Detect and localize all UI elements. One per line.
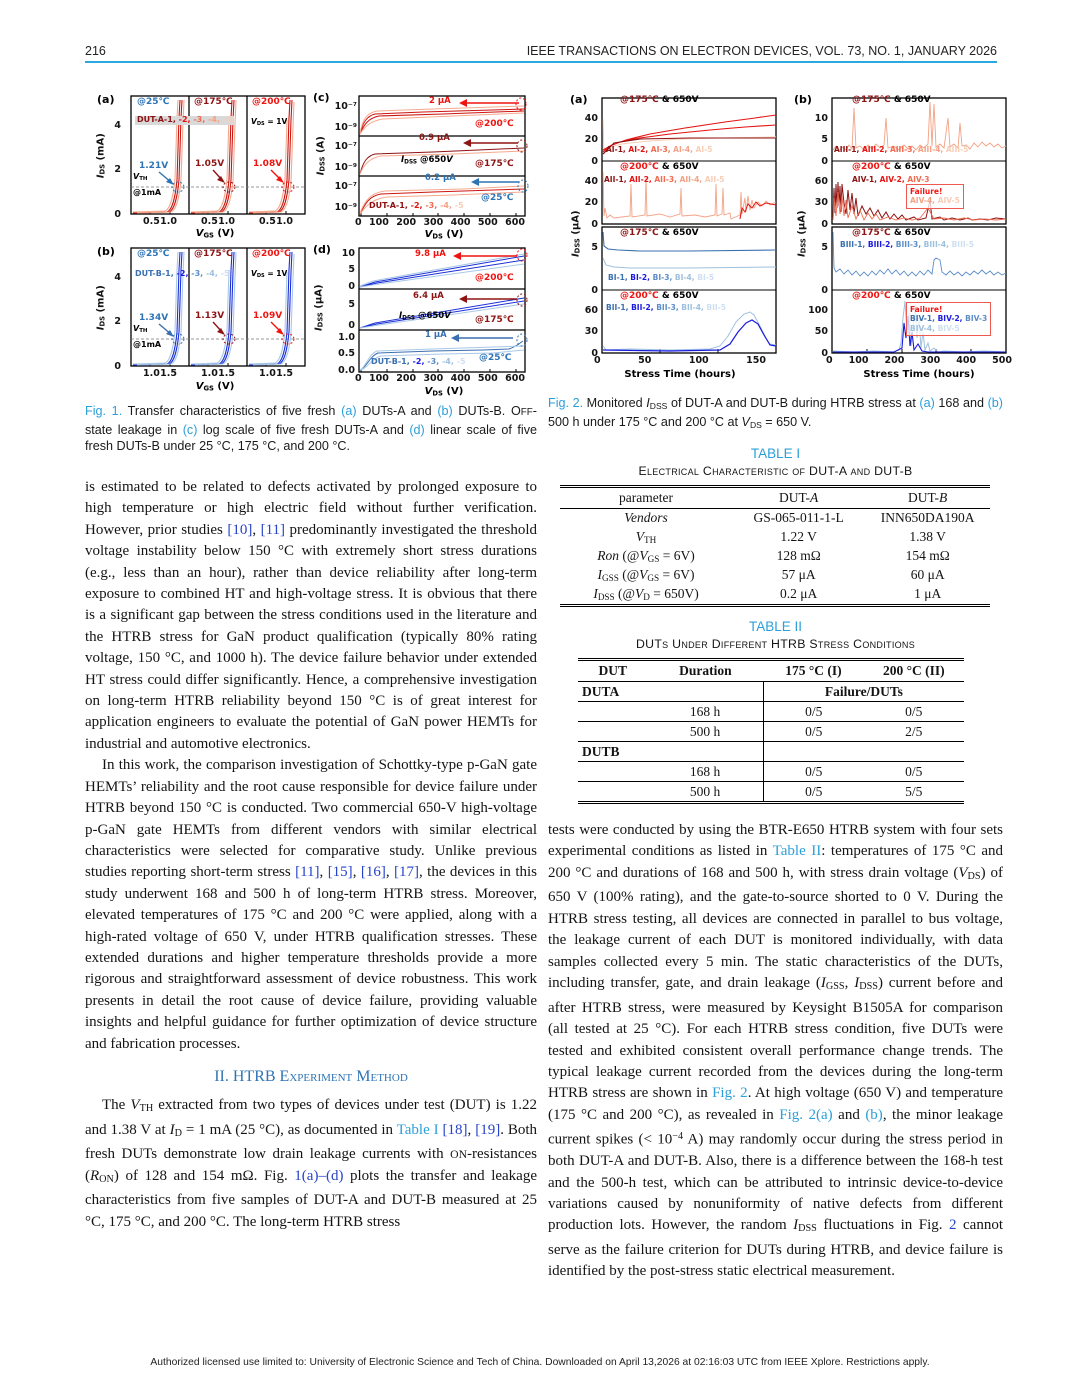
- cell-parameter: $I_{DSS}$ $(@V_D = 650V)$: [593, 586, 699, 603]
- x-ticks: 0 100 200 300 400 500: [826, 355, 1012, 366]
- table2-title: DUTs Under Different HTRB Stress Conditions: [635, 637, 916, 651]
- condition-label: @175℃ & 650V: [852, 228, 931, 238]
- curve: [603, 258, 776, 268]
- x-ticks: 0 100 200 300 400 500 600: [355, 217, 525, 228]
- cell-parameter: Vendors: [624, 510, 668, 526]
- vds-label: $V_{DS} = 1V$: [251, 117, 288, 128]
- device-legend: AI-1, AI-2, AI-3, AI-4, AI-5: [606, 145, 713, 154]
- temp-label-25c: @25℃: [479, 353, 512, 363]
- x-axis-label: Stress Time (hours): [624, 369, 736, 380]
- vth-value: 1.34V: [139, 313, 169, 323]
- table-row: [578, 702, 964, 722]
- table-row: [560, 585, 990, 606]
- cell-200: 0/5: [905, 763, 923, 779]
- table-1: [560, 485, 990, 607]
- device-legend: DUT-B-1, -2, -3, -4, -5: [371, 357, 466, 366]
- y-ticks: 10⁻⁷ 10⁻⁹: [334, 141, 357, 173]
- y-axis-label: $I_{DS}$ (mA): [95, 133, 107, 179]
- vth-label: $V_{TH}$: [133, 324, 148, 335]
- cell-duta: 57 μA: [781, 567, 816, 583]
- device-legend: DUT-B-1, -2, -3, -4, -5: [135, 269, 230, 278]
- failed-devices: BIV-4, BIV-5: [910, 323, 960, 333]
- y-ticks: 60 30 0: [584, 305, 598, 359]
- cell-175: 0/5: [763, 702, 863, 722]
- failure-label: Failure!: [910, 187, 943, 196]
- leakage-value: 9.8 μA: [415, 249, 446, 259]
- y-ticks: 4 2 0: [114, 272, 121, 372]
- temp-label-25c: @25℃: [481, 193, 514, 203]
- cell-empty: [578, 722, 647, 742]
- cell-175: 0/5: [763, 762, 863, 782]
- table-row-group: [578, 682, 964, 702]
- curve: [833, 102, 1006, 151]
- x-ticks: 1.0 1.5: [201, 368, 235, 379]
- subfig-label: (a): [570, 93, 588, 106]
- y-ticks: 10 5 0: [814, 113, 828, 167]
- y-axis-label: $I_{DSS}$ (μA): [570, 210, 582, 258]
- vth-value: 1.09V: [253, 311, 283, 321]
- cell-duta: 128 mΩ: [776, 548, 821, 564]
- y-ticks: 100 50 0: [808, 305, 828, 359]
- x-axis-label: $V_{GS}$ (V): [195, 228, 235, 240]
- subfig-label: (b): [794, 93, 812, 106]
- copyright-notice: Authorized licensed use limited to: University of Electronic Science and Tech of China. Downloaded on April 13,2026 at 02:16:03 UTC from IEEE Xplore. Restrictions apply.: [150, 1357, 930, 1368]
- y-ticks: 40 20 0: [584, 176, 598, 230]
- right-column: [548, 395, 1003, 1283]
- fig1-caption: Fig. 1. Transfer characteristics of five fresh (a) DUTs-A and (b) DUTs-B. OFF-state leakage in (c) log scale of five fresh DUTs-A and (d) linear scale of five fresh DUTs-B under 25 °C, 175 °C, and 200 °C.: [85, 404, 537, 454]
- condition-label: @175℃ & 650V: [620, 95, 699, 105]
- column-header: DUT-A: [732, 486, 865, 508]
- temp-label-175c: @175℃: [475, 315, 514, 325]
- x-ticks: 0 50 100 150: [594, 355, 766, 366]
- cell-dutb: 1.38 V: [909, 529, 946, 545]
- left-column: [85, 477, 537, 1233]
- cell-empty: [647, 682, 763, 702]
- vth-value: 1.21V: [139, 161, 169, 171]
- temp-label-25c: @25℃: [137, 97, 170, 107]
- y-ticks: 10 5 0: [341, 248, 355, 292]
- cell-duration: 500 h: [689, 783, 721, 799]
- column-header: 175 °C (I): [763, 660, 863, 682]
- y-ticks: 40 20 0: [584, 113, 598, 167]
- failure-callout: [906, 184, 964, 209]
- cell-group: DUTB: [582, 743, 620, 759]
- table1-title: Electrical Characteristic of DUT-A and DUT-B: [638, 463, 913, 478]
- cell-empty: [578, 702, 647, 722]
- cell-empty: [578, 762, 647, 782]
- table-row: [560, 547, 990, 566]
- device-legend: AII-1, AII-2, AII-3, AII-4, AII-5: [604, 175, 725, 184]
- x-axis-label: Stress Time (hours): [863, 369, 975, 380]
- cell-empty: [578, 782, 647, 803]
- leakage-value: 0.9 μA: [419, 133, 450, 143]
- header-rule: [85, 61, 997, 63]
- y-ticks: 10⁻⁷ 10⁻⁹: [334, 101, 357, 133]
- leakage-value: 1 μA: [425, 330, 447, 340]
- cell-duta: GS-065-011-1-L: [753, 510, 844, 526]
- cell-duta: 0.2 μA: [780, 586, 818, 602]
- y-axis-label: $I_{DSS}$ (μA): [796, 210, 808, 258]
- idss-at-650v-label: $I_{DSS}$ @650V: [401, 155, 453, 166]
- temp-label-200c: @200℃: [252, 97, 291, 107]
- cell-200: 2/5: [905, 723, 923, 739]
- y-ticks: 10⁻⁷ 10⁻⁹: [334, 181, 357, 213]
- subfig-label: (d): [313, 243, 331, 256]
- temp-label-25c: @25℃: [137, 249, 170, 259]
- x-ticks: 1.0 1.5: [259, 368, 293, 379]
- vth-value: 1.05V: [195, 159, 225, 169]
- curve: [603, 312, 776, 350]
- condition-label: @200℃ & 650V: [620, 162, 699, 172]
- fig2-panel-a: [570, 88, 780, 400]
- figure-2: [556, 88, 1012, 400]
- y-axis-label: $I_{DSS}$ (A): [315, 136, 327, 176]
- leakage-value: 2 μA: [429, 96, 451, 106]
- x-axis-label: $V_{DS}$ (V): [424, 229, 464, 241]
- cell-parameter: $I_{GSS}$ $(@V_{GS} = 6V)$: [597, 567, 695, 584]
- y-ticks: 5 0: [591, 242, 598, 296]
- device-legend: DUT-A-1, -2, -3, -4, -5: [369, 201, 464, 210]
- fig2-caption: Fig. 2. Monitored $I_{DSS}$ of DUT-A and DUT-B during HTRB stress at (a) 168 and (b) 500 h under 175 °C and 200 °C at $V_{DS} = 650$ V.: [548, 396, 1004, 431]
- cell-empty: [763, 742, 964, 762]
- cell-duta: 1.22 V: [780, 529, 817, 545]
- cell-parameter: $V_{TH}$: [635, 529, 657, 546]
- y-ticks: 1.0 0.5 0.0: [338, 332, 355, 376]
- failed-devices: AIV-4, AIV-5: [910, 196, 960, 206]
- cell-dutb: 1 μA: [914, 586, 942, 602]
- subfig-label: (a): [97, 93, 115, 106]
- temp-label-200c: @200℃: [475, 119, 514, 129]
- cell-empty: [647, 742, 763, 762]
- vds-label: $V_{DS} = 1V$: [251, 269, 288, 280]
- y-axis-label: $I_{DSS}$ (μA): [313, 284, 325, 332]
- fig2-panel-b: [794, 88, 1010, 400]
- column-header: DUT-B: [865, 486, 990, 508]
- cell-175: 0/5: [763, 722, 863, 742]
- table-row-group: [578, 742, 964, 762]
- paragraph: In this work, the comparison investigation of Schottky-type p-GaN gate HEMTs’ reliability and the root cause responsible for device failure under HTRB beyond 150 °C is conducted. Two commercial 650-V high-voltage p-GaN gate HEMTs from different vendors with similar electrical characteristics were selected for comparative study. Unlike previous studies reporting short-term stress [11], [15], [16], [17], the devices in this study underwent 168 and 500 h of long-term HTRB stress. Moreover, elevated temperatures of 175 °C and 200 °C were applied, along with a high-rated voltage of 650 V, under HTRB qualification stresses. These extended durations and higher temperature thresholds provide a more rigorous and straightforward assessment of device robustness. This work presents in detail the root cause of device failure, providing valuable insights and helpful guidance for further optimization of device structure and fabrication processes.: [85, 757, 538, 1052]
- table-row: [578, 762, 964, 782]
- table-row: [578, 782, 964, 803]
- temp-label-175c: @175℃: [475, 159, 514, 169]
- paragraph: is estimated to be related to defects activated by prolonged exposure to high temperature or high electric field without further verification. However, prior studies [10], [11] predominantly investigated the threshold voltage instability below 150 °C with extremely short stress durations (e.g., less than an hour), rather than device reliability after long-term exposure to combined HT and high-voltage stress. It is obvious that there is a significant gap between the stress conditions used in the literature and the HTRB stress for GaN product qualification (typically 80% rating voltage, 150 °C, and 1000 h). The device failure behavior under extended HT stress could differ significantly. Hence, a comprehensive investigation on long-term HTRB reliability beyond 150 °C is of great interest for application engineers to evaluate the potential of GaN power HEMTs for industrial and automotive electronics.: [85, 479, 537, 752]
- device-legend: BI-1, BI-2, BI-3, BI-4, BI-5: [608, 273, 715, 282]
- table-row: [578, 722, 964, 742]
- device-legend: BII-1, BII-2, BII-3, BII-4, BII-5: [606, 303, 727, 312]
- device-legend: AIV-1, AIV-2, AIV-3: [852, 175, 930, 184]
- x-ticks: 0.5 1.0: [201, 216, 235, 227]
- device-legend: DUT-A-1, -2, -3, -4, -5: [137, 115, 232, 124]
- table1-label: TABLE I: [750, 445, 801, 461]
- temp-label-200c: @200℃: [252, 249, 291, 259]
- cell-200: 5/5: [905, 783, 923, 799]
- cell-failure-header: Failure/DUTs: [763, 682, 964, 702]
- table-2: [578, 658, 964, 804]
- failure-label: Failure!: [910, 305, 943, 314]
- fig2a-plot: [570, 88, 780, 400]
- condition-label: @200℃ & 650V: [620, 291, 699, 301]
- subfig-label: (c): [313, 91, 330, 104]
- failure-callout: [906, 302, 991, 336]
- column-header: 200 °C (II): [864, 660, 964, 682]
- condition-label: @200℃ & 650V: [852, 291, 931, 301]
- device-legend: BIII-1, BIII-2, BIII-3, BIII-4, BIII-5: [840, 240, 974, 249]
- page-number: 216: [85, 44, 106, 58]
- idss-at-650v-label: $I_{DSS}$ @650V: [399, 311, 451, 322]
- table-row: [560, 508, 990, 528]
- column-header: Duration: [647, 660, 763, 682]
- table-row: [560, 566, 990, 585]
- cell-parameter: Ron $(@V_{GS} = 6V)$: [597, 548, 695, 565]
- fig1-panel-b: [95, 240, 307, 400]
- x-ticks: 0 100 200 300 400 500 600: [355, 373, 525, 384]
- at-1ma-label: @1mA: [133, 188, 162, 197]
- cell-dutb: 154 mΩ: [905, 548, 950, 564]
- leakage-value: 6.4 μA: [413, 291, 444, 301]
- vth-value: 1.08V: [253, 159, 283, 169]
- failed-devices: BIV-1, BIV-2, BIV-3: [910, 314, 988, 324]
- cell-duration: 500 h: [689, 723, 721, 739]
- y-axis-label: $I_{DS}$ (mA): [95, 285, 107, 331]
- paragraph: The $V_{TH}$ extracted from two types of devices under test (DUT) is 1.22 and 1.38 V at $I_D = 1$ mA (25 °C), as documented in Table I [18], [19]. Both fresh DUTs demonstrate low drain leakage currents with ON-resistances $(R_{ON})$ of 128 and 154 mΩ. Fig. 1(a)–(d) plots the transfer and leakage characteristics from five samples of DUT-A and DUT-B measured at 25 °C, 175 °C, and 200 °C. The long-term HTRB stress: [85, 1096, 538, 1230]
- fig1-panel-d: [313, 240, 535, 400]
- temp-label-175c: @175℃: [194, 249, 233, 259]
- leakage-value: 0.2 μA: [425, 173, 456, 183]
- cell-duration: 168 h: [689, 703, 721, 719]
- column-header: DUT: [578, 660, 647, 682]
- journal-title: IEEE TRANSACTIONS ON ELECTRON DEVICES, VOL. 73, NO. 1, JANUARY 2026: [526, 44, 997, 58]
- temp-label-175c: @175℃: [194, 97, 233, 107]
- device-legend: AIII-1, AIII-2, AIII-3, AIII-4, AIII-5: [834, 145, 969, 154]
- y-ticks: 5 0: [348, 299, 355, 331]
- condition-label: @200℃ & 650V: [852, 162, 931, 172]
- x-ticks: 0.5 1.0: [143, 216, 177, 227]
- y-ticks: 60 30 0: [814, 176, 828, 230]
- x-axis-label: $V_{DS}$ (V): [424, 386, 464, 398]
- table-row: [560, 528, 990, 547]
- cell-group: DUTA: [582, 683, 620, 699]
- vth-value: 1.13V: [195, 311, 225, 321]
- paragraph: tests were conducted by using the BTR-E650 HTRB system with four sets experimental conditions as listed in Table II: temperatures of 175 °C and 200 °C and durations of 168 and 500 h, with stress drain voltage $(V_{DS})$ of 650 V (100% rating), and the gate-to-source shorted to 0 V. During the HTRB stress testing, all devices are connected in parallel to bus voltage, the leakage current of each DUT is monitored individually, with data samples collected every 5 min. The static characteristics of the DUTs, including transfer, gate, and drain leakage ($I_{GSS}$, $I_{DSS}$) current before and after HTRB stress, were measured by Keysight B1505A for comparison (all tested at 25 °C). For each HTRB stress condition, five DUTs were tested and exhibited consistent overall performance change trends. The typical leakage current recorded from the devices during the long-term HTRB stress are shown in Fig. 2. At high voltage (650 V) and temperature (175 °C and 200 °C), as revealed in Fig. 2(a) and (b), the minor leakage current spikes (< $10^{-4}$ A) may randomly occur during the stress period in both DUT-A and DUT-B. Also, there is a difference between the 168-h test and the 500-h test, which can be attributed to intrinsic device-to-device variations caused by nonuniformity of native defects from different production lots. However, the random $I_{DSS}$ fluctuations in Fig. 2 cannot serve as the failure criterion for DUTs during HTRB, and device failure is identified by the post-stress static electrical measurement.: [548, 822, 1004, 1280]
- cell-dutb: 60 μA: [910, 567, 945, 583]
- cell-175: 0/5: [763, 782, 863, 803]
- x-ticks: 0.5 1.0: [259, 216, 293, 227]
- at-1ma-label: @1mA: [133, 340, 162, 349]
- cell-200: 0/5: [905, 703, 923, 719]
- section-heading: II. HTRB Experiment Method: [214, 1067, 408, 1085]
- fig1-panel-a: [95, 88, 307, 238]
- cell-duration: 168 h: [689, 763, 721, 779]
- subfig-label: (b): [97, 245, 115, 258]
- temp-label-200c: @200℃: [475, 273, 514, 283]
- curve: [603, 320, 776, 351]
- vth-label: $V_{TH}$: [133, 172, 148, 183]
- x-ticks: 1.0 1.5: [143, 368, 177, 379]
- x-axis-label: $V_{GS}$ (V): [195, 381, 235, 393]
- condition-label: @175℃ & 650V: [620, 228, 699, 238]
- fig1-panel-c: [313, 88, 535, 240]
- condition-label: @175℃ & 650V: [852, 95, 931, 105]
- y-ticks: 4 2 0: [114, 120, 121, 220]
- table2-label: TABLE II: [748, 619, 803, 634]
- cell-dutb: INN650DA190A: [880, 510, 975, 526]
- figure-1: [95, 88, 535, 400]
- y-ticks: 5 0: [821, 242, 828, 296]
- column-header: parameter: [560, 486, 732, 508]
